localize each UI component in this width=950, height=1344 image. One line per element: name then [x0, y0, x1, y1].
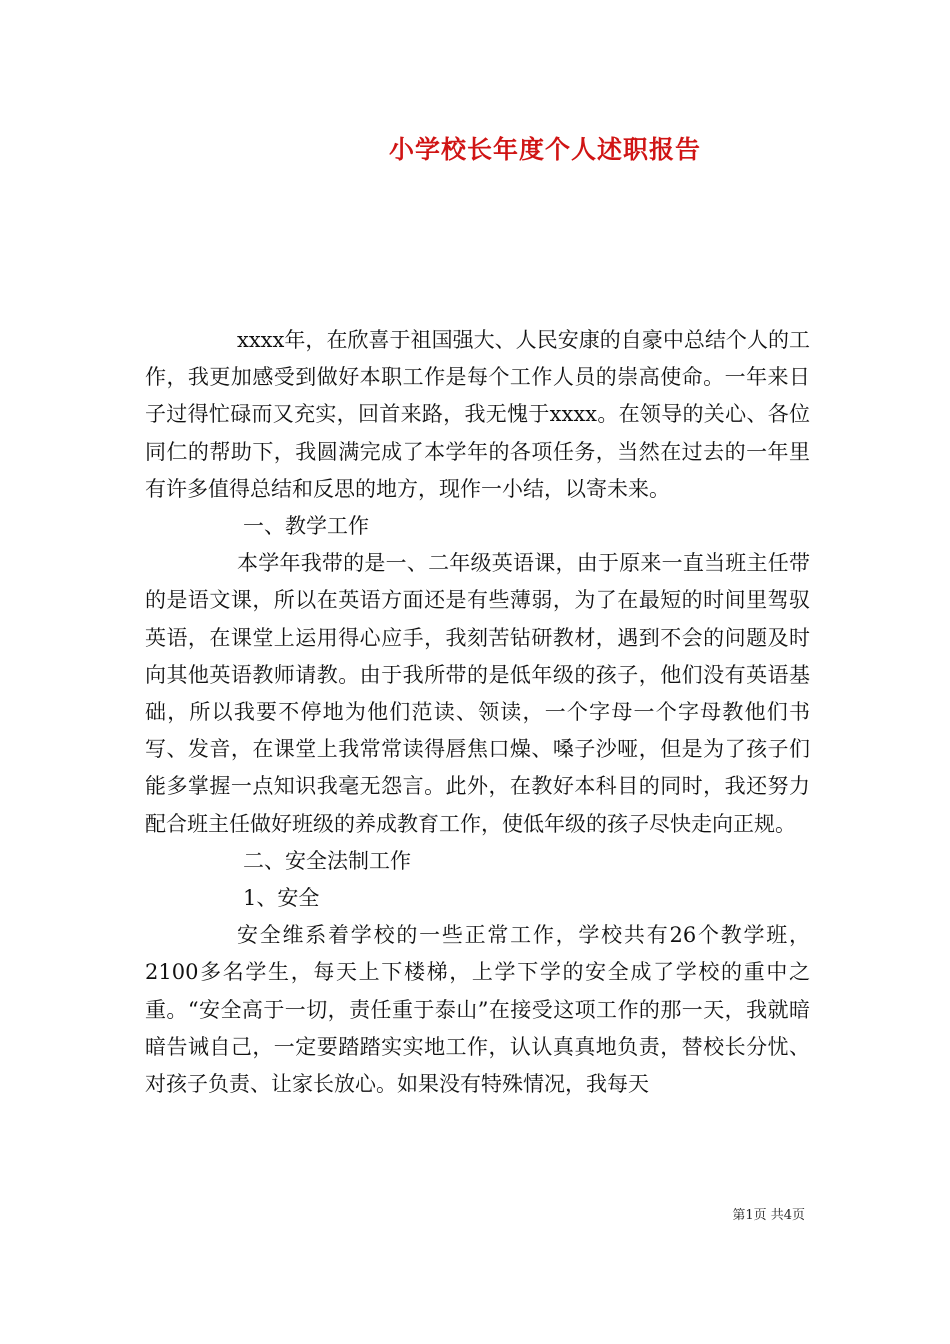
section-heading-teaching: 一、教学工作: [243, 514, 369, 539]
teaching-paragraph: 本学年我带的是一、二年级英语课，由于原来一直当班主任带的是语文课，所以在英语方面还是有些薄弱，为了在最短的时间里驾驭英语，在课堂上运用得心应手，我刻苦钻研教材，遇到不会的问题及时向其他英语教师请教。由于我所带的是低年级的孩子，他们没有英语基础，所以我要不停地为他们范读、领读，一个字母一个字母教他们书写、发音，在课堂上我常常读得唇焦口燥、嗓子沙哑，但是为了孩子们能多掌握一点知识我毫无怨言。此外，在教好本科目的同时，我还努力配合班主任做好班级的养成教育工作，使低年级的孩子尽快走向正规。: [145, 551, 810, 836]
subsection-heading-safety: 1、安全: [243, 886, 320, 911]
intro-paragraph: xxxx年，在欣喜于祖国强大、人民安康的自豪中总结个人的工作，我更加感受到做好本职工作是每个工作人员的崇高使命。一年来日子过得忙碌而又充实，回首来路，我无愧于xxxx。在领导的关心、各位同仁的帮助下，我圆满完成了本学年的各项任务，当然在过去的一年里有许多值得总结和反思的地方，现作一小结，以寄未来。: [145, 328, 810, 501]
page-indicator: 第1页 共4页: [732, 1208, 805, 1223]
safety-paragraph: 安全维系着学校的一些正常工作，学校共有26个教学班，2100多名学生，每天上下楼梯，上学下学的安全成了学校的重中之重。“安全高于一切，责任重于泰山”在接受这项工作的那一天，我就暗暗告诫自己，一定要踏踏实实地工作，认认真真地负责，替校长分忧、对孩子负责、让家长放心。如果没有特殊情况，我每天: [145, 923, 810, 1097]
section-heading-safety-law: 二、安全法制工作: [243, 848, 411, 873]
document-body: [145, 322, 810, 1103]
document-title: 小学校长年度个人述职报告: [388, 135, 701, 164]
